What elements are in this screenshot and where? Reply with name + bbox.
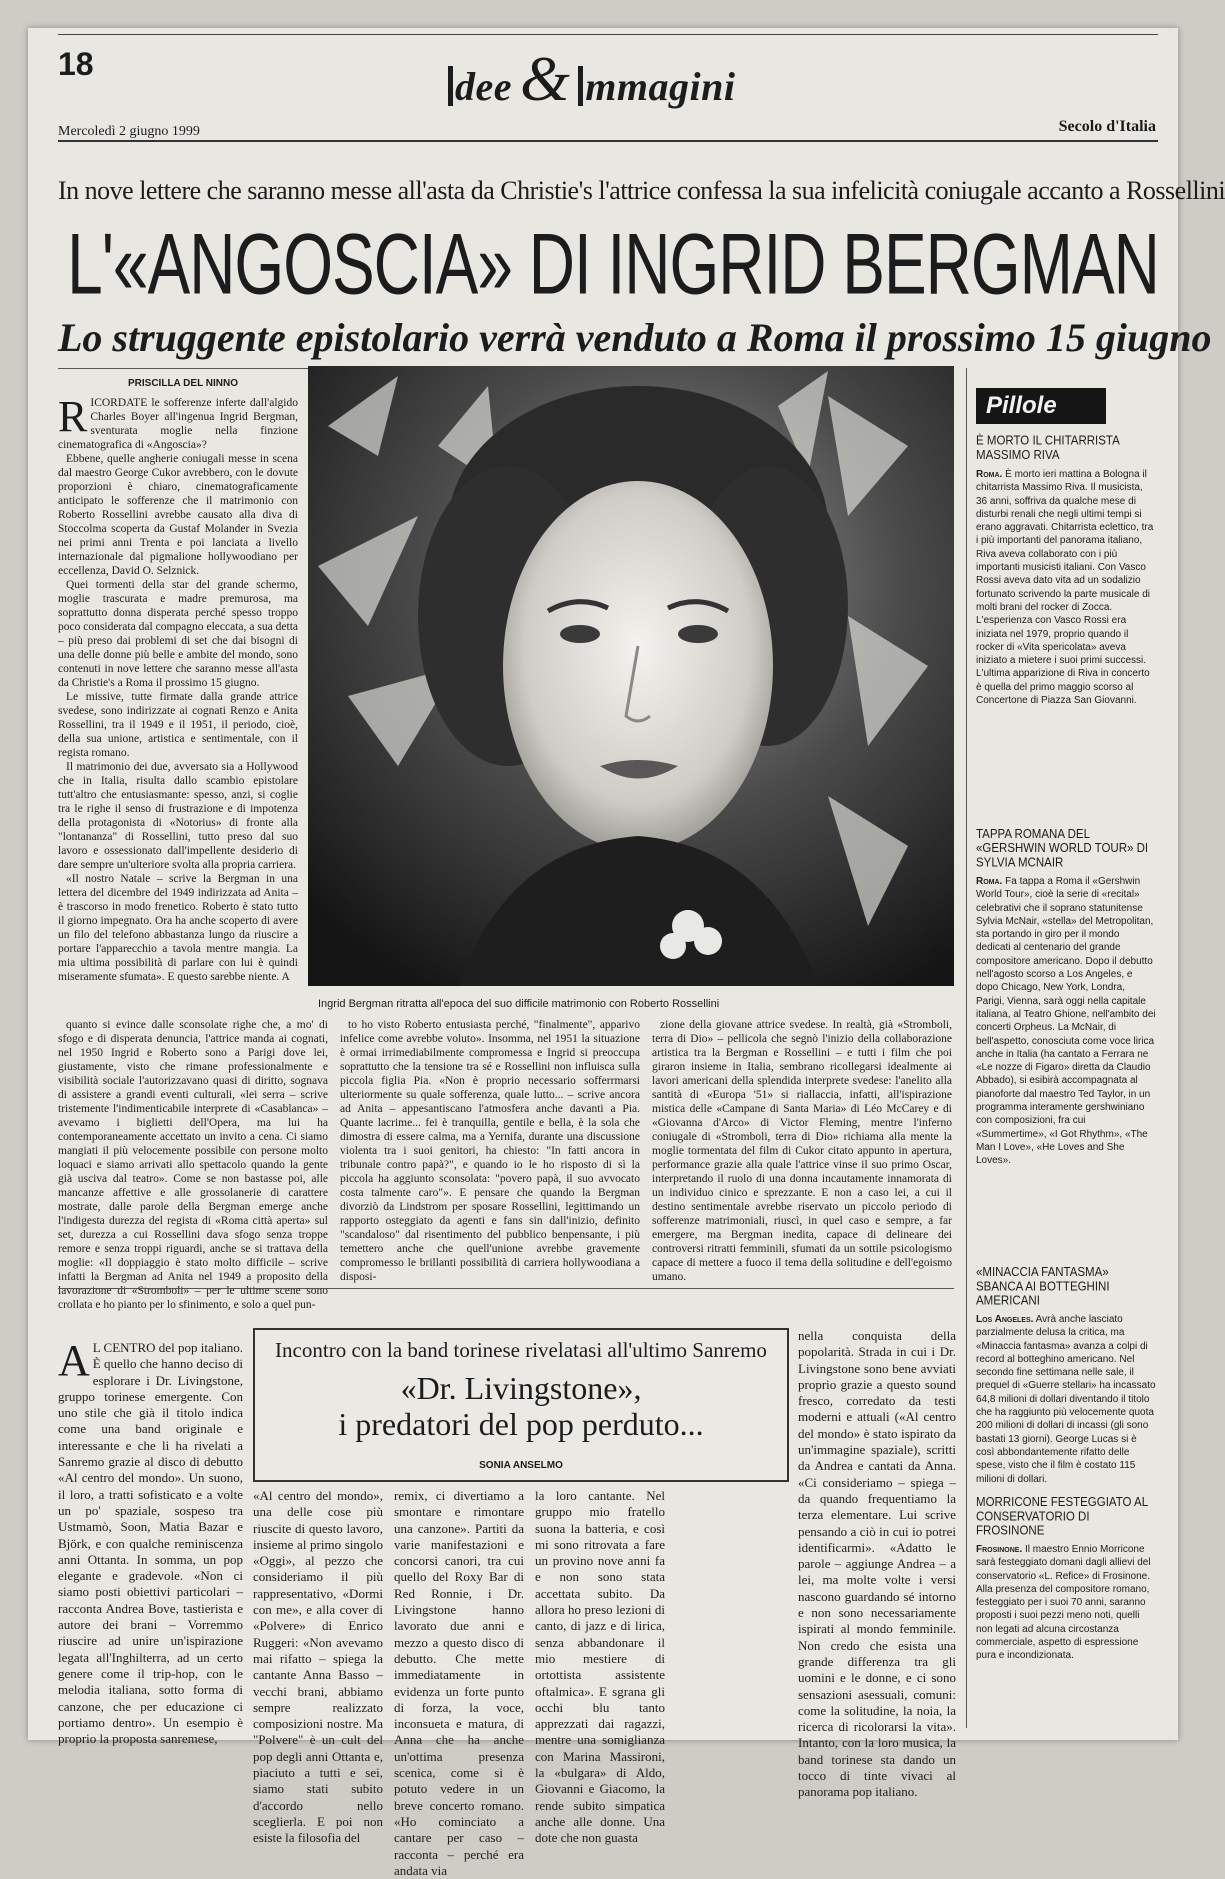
box-title-line: i predatori del pop perduto...: [338, 1406, 704, 1442]
ingrid-bergman-photo: [308, 366, 954, 986]
pillole-logo: Pillole: [976, 388, 1106, 424]
brief-item: [976, 1498, 1156, 1663]
brief-headline: È MORTO IL CHITARRISTA MASSIMO RIVA: [976, 434, 1120, 463]
article-column-1-bottom: [58, 1018, 328, 1311]
paragraph: Ebbene, quelle angherie coniugali messe in scena dal maestro George Cukor avrebbero, con le dovute proporzioni è chiaro, cinematograficamente anticipato le sofferenze che il matrimonio con Roberto Rossellini avrebbe causato alla diva di Stoccolma scoperta da Gustaf Molander in Svezia nei primi anni Trenta e poi lanciata a livello internazionale dal pigmalione hollywoodiano per eccellenza, David O. Selznick.: [58, 453, 298, 577]
drop-cap: R: [58, 392, 88, 441]
brief-item: [976, 436, 1156, 707]
brief-body: Avrà anche lasciato parzialmente delusa la critica, ma «Minaccia fantasma» avanza a colpi di record al botteghino americano. Nel secondo fine settimana nelle sale, il prequel di «Guerre stellari» ha incassato 64,8 milioni di dollari diventando il titolo che ha raggiunto più velocemente quota 200 milioni di dollari di incassi (gli sono bastati 13 giorni). George Lucas si è così abbondantemente rifatto delle spese, visto che il film è costato 115 milioni di dollari.: [976, 1314, 1156, 1485]
brief-place: Frosinone.: [976, 1544, 1023, 1555]
brief-item: [976, 1268, 1156, 1486]
brief-headline: MORRICONE FESTEGGIATO AL CONSERVATORIO DI FROSINONE: [976, 1496, 1148, 1538]
section-ampersand: &: [520, 43, 571, 114]
article-column-3: [652, 1018, 952, 1283]
paragraph: «Il nostro Natale – scrive la Bergman in una lettera del dicembre del 1949 indirizzata ad Anita – è trascorso in modo frenetico. Roberto è stato tutto il giorno impegnato. Ora ha anche scoperto di avere un filo del telefono abbastanza lungo da riuscire a portare l'apparecchio a tavola mentre mangia. La mia ultima possibilità di parlare con lui è quindi miseramente sfumata». E questo sarebbe niente. A: [58, 873, 298, 983]
paragraph: quanto si evince dalle sconsolate righe che, a mo' di sfogo e di disperata denuncia, l'attrice manda ai cognati, nel 1950 Ingrid e Roberto sono a Parigi dove lei, giustamente, visto che rimane professionalmente e visibilità sociale l'autorizzavano quasi di diritto, sognava di assistere a grandi eventi culturali, «lei serra – scrive tristemente l'indimenticabile interprete di «Casablanca» – avevamo i biglietti dell'Opera, ma lui ha contemporaneamente accettato un invito a cena. Ci siamo mangiati il più velocemente possibile con persone molto loquaci e siamo arrivati allo spettacolo quando la gente già usciva dal teatro». Come se non bastasse poi, alle mancanze affettive e alle grossolanerie di carattere mostrate, dalle parole della Bergman emerge anche l'indigesta durezza del regista di «Roma città aperta» sul set, durezza a cui Rossellini dava sfogo senza troppe remore e senza troppi riguardi, anche se si trattava della moglie: «Il doppiaggio è stato molto difficile – scrive infatti la Bergman ad Anita nel 1949 a proposito della lavorazione di «Stromboli» – per le ultime scene sono crollata e ho pianto per lo sfinimento, e solo a quel pun-: [58, 1019, 328, 1311]
box-article-column-c: [535, 1488, 665, 1846]
paragraph: to ho visto Roberto entusiasta perché, "finalmente", apparivo infelice come avrebbe voluto». Insomma, nel 1951 la situazione è ormai irrimediabilmente compromessa e Ingrid si preoccupa soprattutto che la tensione tra sé e Rossellini non influisca sulla piccola figlia Pia. «Non è proprio necessario sofferrmarsi ulteriormente su quale sofferenza, quale lutto... – scrive ancora ad Anita – appesantiscano l'atmosfera anche davanti a Pia. Quante lacrime... fei è tranquilla, gentile e bella, è la sola che dimostra di essere calma, ma a Yernifa, durante una discussione violenta tra i suoi genitori, ha chiesto: "In fatti ancora in tribunale contro papà?", e quando io le ho risposto di sì la piccola ha aggiunto sconsolata: "povero papà, il suo avvocato costa talmente caro"». E pensare che quando la Bergman divorziò da Lindstrom per sposare Rossellini, legittimando un rapporto osteggiato da agenti e fans sin dall'inizio, definito "scandaloso" dal risentimento del pubblico benpensante, i più temettero anche che quell'unione avrebbe gravemente compromesso le brillanti possibilità di carriera hollywoodiana a disposi-: [340, 1019, 640, 1283]
newspaper-name: Secolo d'Italia: [1058, 118, 1156, 135]
section-word-2: mmagini: [585, 64, 736, 109]
rule: [58, 1288, 954, 1289]
brief-headline: TAPPA ROMANA DEL «GERSHWIN WORLD TOUR» DI SYLVIA MCNAIR: [976, 828, 1149, 870]
brief-headline: «MINACCIA FANTASMA» SBANCA AI BOTTEGHINI AMERICANI: [976, 1266, 1110, 1308]
brief-place: Los Angeles.: [976, 1314, 1034, 1325]
section-bar-i: [448, 66, 453, 106]
brief-text: [976, 1543, 1156, 1663]
paragraph: «Al centro del mondo», una delle cose più riuscite di questo lavoro, insieme al primo singolo «Oggi», al pezzo che consideriamo il più rappresentativo, «Dormi con me», e alla cover di «Polvere» di Enrico Ruggeri: «Non avevamo mai rifatto – spiega la cantante Anna Basso – vecchi brani, abbiamo sempre realizzato composizioni nostre. Ma "Polvere" è un cult del pop degli anni Ottanta e, piaciuto a tutti e sei, siamo stati subito d'accordo nello sceglierla. E poi non esiste la filosofia del: [253, 1488, 383, 1846]
box-headline: [253, 1328, 789, 1482]
brief-text: [976, 875, 1156, 1168]
paragraph: L CENTRO del pop italiano. È quello che hanno deciso di esplorare i Dr. Livingstone, gruppo torinese emergente. Con uno stile che già il titolo indica come una band originale e interessante e che li ha rivelati a Sanremo grazie al disco di debutto «Al centro del mondo». Un suono, il loro, a tratti sofisticato e a volte un po' spaziale, sospeso tra Ustmamò, Soon, Matia Bazar e Björk, e con qualche reminiscenza anni Ottanta. In somma, un pop elegante e gradevole. «Non ci siamo posti obiettivi particolari – racconta Andrea Bove, tastierista e autore dei brani – Vorremmo riuscire ad unire un'ispirazione legata all'Inghilterra, ad un certo genere come il trip-hop, con le melodia italiana, sotto forma di canzone, che per educazione ci portiamo dentro». Un esempio è proprio la proposta sanremese,: [58, 1340, 243, 1747]
portrait-image: [308, 366, 954, 986]
box-title: [255, 1370, 787, 1442]
section-bar-i: [578, 66, 583, 106]
byline: PRISCILLA DEL NINNO: [128, 378, 239, 389]
section-word-1: dee: [455, 64, 513, 109]
box-kicker: Incontro con la band torinese rivelatasi all'ultimo Sanremo: [275, 1338, 767, 1362]
paragraph: Il matrimonio dei due, avversato sia a Hollywood che in Italia, risulta dallo scambio epistolare tutt'altro che entusiasmante: spesso, anzi, si coglie tra le righe il senso di frustrazione e di impotenza della protagonista di «Notorius» di fronte alla "lontananza" di Rossellini, tutto preso dal suo lavoro e ossessionato dall'impellente desiderio di dare sempre un'ulteriore svolta alla propria carriera.: [58, 761, 298, 871]
paragraph: Le missive, tutte firmate dalla grande attrice svedese, sono indirizzate ai cognati Renzo e Anita Rossellini, tra il 1949 e il 1951, il periodo, cioè, della sua unione, artistica e sentimentale, con il regista romano.: [58, 691, 298, 759]
header-rule: [58, 140, 1158, 142]
brief-body: Il maestro Ennio Morricone sarà festeggiato domani dagli allievi del conservatorio «L. Refice» di Frosinone. Alla presenza del compositore romano, festeggiato per i suoi 70 anni, saranno proposti i suoi pezzi meno noti, quelli non legati ad alcuna circostanza commerciale, aspetto di espressione pura e incondizionata.: [976, 1544, 1151, 1662]
issue-date: Mercoledì 2 giugno 1999: [58, 124, 200, 139]
article-kicker: In nove lettere che saranno messe all'asta da Christie's l'attrice confessa la sua infelicità coniugale accanto a Rossellini: [58, 176, 1225, 205]
box-article-column-b: [394, 1488, 524, 1878]
brief-body: Fa tappa a Roma il «Gershwin World Tour», cioè la serie di «recital» celebrativi che il soprano statunitense Sylvia McNair, «stella» del Metropolitan, sta portando in giro per il mondo dedicati al centenario del grande compositore americano. Dopo il debutto nell'agosto scorso a Los Angeles, e dopo Chicago, New York, Londra, Parigi, Vienna, sarà oggi nella capitale italiana, al Teatro Ghione, nell'ambito dei concerti Orpheus. La McNair, di bell'aspetto, conosciuta come voce lirica anche in Italia (ha cantato a Ferrara ne «Le nozze di Figaro» diretta da Claudio Abbado), si esibirà accompagnata al pianoforte dal maestro Ted Taylor, in un programma interamente gershwiniano con composizioni, fra cui «Summertime», «I Got Rhythm», «The Man I Love», «He Loves and She Loves».: [976, 876, 1156, 1167]
box-byline: SONIA ANSELMO: [479, 1460, 563, 1471]
brief-text: [976, 468, 1156, 707]
paragraph: Quei tormenti della star del grande schermo, moglie trascurata e madre premurosa, ma soprattutto donna disperata perché spesso troppo poco considerata dal compagno eleccata, a sua detta – più preso dai problemi di set che dai bisogni di una delle donne più belle e ambite del mondo, sono contenuti in nove lettere che saranno messe all'asta da Christie's a Roma il prossimo 15 giugno.: [58, 579, 298, 689]
box-title-line: «Dr. Livingstone»,: [400, 1370, 642, 1406]
article-headline: L'«ANGOSCIA» DI INGRID BERGMAN: [67, 215, 1159, 313]
brief-place: Roma.: [976, 876, 1003, 887]
paragraph: nella conquista della popolarità. Strada in cui i Dr. Livingstone sono bene avviati proprio grazie a questo sound fresco, corredato da testi moderni e attuali («Al centro del mondo» è stato ispirato da un'immagine spaziale), scritti da Andrea e cantati da Anna. «Ci consideriamo – spiega – da quando frequentiamo la terza elementare. Lui scrive pensando a ciò in cui io potrei identificarmi». «Adatto le parole – aggiunge Andrea – a lei, ma molte volte i versi nascono guardando sé intorno e non sono necessariamente ispirati al mondo femminile. Non credo che esista una grande differenza tra gli uomini e le donne, e ci sono sensazioni asessuali, comuni: come la solitudine, la noia, la ricerca di ricolorarsi la vita». Intanto, con la loro musica, la band torinese sta dando un tocco di tinte vivaci al panorama pop italiano.: [798, 1328, 956, 1800]
section-title: [448, 42, 736, 116]
box-article-column-a: [253, 1488, 383, 1846]
box-article-column-d: [798, 1328, 956, 1800]
drop-cap: A: [58, 1336, 90, 1385]
newspaper-page: [28, 28, 1225, 1878]
article-column-2: [340, 1018, 640, 1283]
article-subhead: Lo struggente epistolario verrà venduto a Roma il prossimo 15 giugno: [58, 315, 1212, 360]
paragraph: la loro cantante. Nel gruppo mio fratello suona la batteria, e così mi sono ritrovata a fare un provino nove anni fa e non sono stata accettata subito. Da allora ho preso lezioni di canto, di jazz e di lirica, senza abbandonare il mio mestiere di ortottista assistente oftalmica». E sgrana gli occhi blu tanto apprezzati dai ragazzi, mentre una somiglianza con Marina Massironi, la «bulgara» di Aldo, Giovanni e Giacomo, la rende subito simpatica anche alle donne. Una dote che non guasta: [535, 1488, 665, 1846]
top-rule: [58, 34, 1158, 35]
brief-text: [976, 1313, 1156, 1486]
brief-body: È morto ieri mattina a Bologna il chitarrista Massimo Riva. Il musicista, 36 anni, soffriva da qualche mese di disturbi renali che negli ultimi tempi si erano aggravati. Chitarrista eclettico, tra i più importanti del panorama italiano, Riva aveva collaborato con i più importanti musicisti italiani. Con Vasco Rossi aveva dato vita ad un sodalizio fortunato scrivendo la parte musicale di molti brani del rocker di Zocca. L'esperienza con Vasco Rossi era iniziata nel 1979, proprio quando il rocker di «Vita spericolata» aveva iniziato a mietere i suoi primi successi. L'ultima apparizione di Riva in concerto è quella del primo maggio scorso al Concertone di Piazza San Giovanni.: [976, 469, 1154, 707]
paragraph: remix, ci divertiamo a smontare e rimontare una canzone». Partiti da varie manifestazioni e concorsi canori, tra cui quello del Roxy Bar di Red Ronnie, i Dr. Livingstone hanno lavorato due anni e mezzo a questo disco di debutto. Che mette immediatamente in evidenza un forte punto di forza, la voce, inconsueta e matura, di Anna che ha anche un'ottima presenza scenica, come si è potuto vedere in un breve concerto romano. «Ho cominciato a cantare per caso – racconta – perché era andata via: [394, 1488, 524, 1878]
page-number: 18: [58, 46, 94, 82]
brief-item: [976, 830, 1156, 1168]
lead-paragraph: ICORDATE le sofferenze inferte dall'algido Charles Boyer all'ingenua Ingrid Bergman, sventurata moglie nella finzione cinematografica di «Angoscia»?: [58, 397, 298, 451]
sidebar-rule: [966, 368, 967, 1728]
article-column-1: [58, 392, 298, 996]
paragraph: zione della giovane attrice svedese. In realtà, già «Stromboli, terra di Dio» – pellicola che segnò l'inizio della collaborazione artistica tra la Bergman e Rossellini – e tutti i film che poi giraron insieme in Italia, sembrano ricollegarsi idealmente ai lavori americani della splendida interprete svedese: l'anelito alla santità di «Europa '51» si riallaccia, infatti, all'ispirazione mistica delle «Campane di Santa Maria» di Léo McCarey e di «Giovanna d'Arco» di Victor Fleming, mentre l'inferno coniugale di «Stromboli, terra di Dio» richiama alla mente la moglie tormentata del film di Cukor citato appunto in apertura, performance grazie alla quale l'attrice vinse il suo primo Oscar, interpretando il ruolo di una donna incautamente innamorata di un individuo cinico e sprezzante. E non a caso lei, a cui il destino sentimentale avrebbe riservato un piccolo periodo di sofferenze matrimoniali, riuscì, in quel caso e sempre, a far emergere, ma Bergman inedita, capace di delineare dei controversi ritratti femminili, sfumati da un sottile psicologismo capace di mettere a fuoco il tema della solitudine e dell'egoismo umano.: [652, 1019, 952, 1283]
photo-caption: Ingrid Bergman ritratta all'epoca del suo difficile matrimonio con Roberto Rossellini: [318, 998, 720, 1010]
brief-place: Roma.: [976, 469, 1003, 480]
box-article-column-left: [58, 1336, 243, 1747]
